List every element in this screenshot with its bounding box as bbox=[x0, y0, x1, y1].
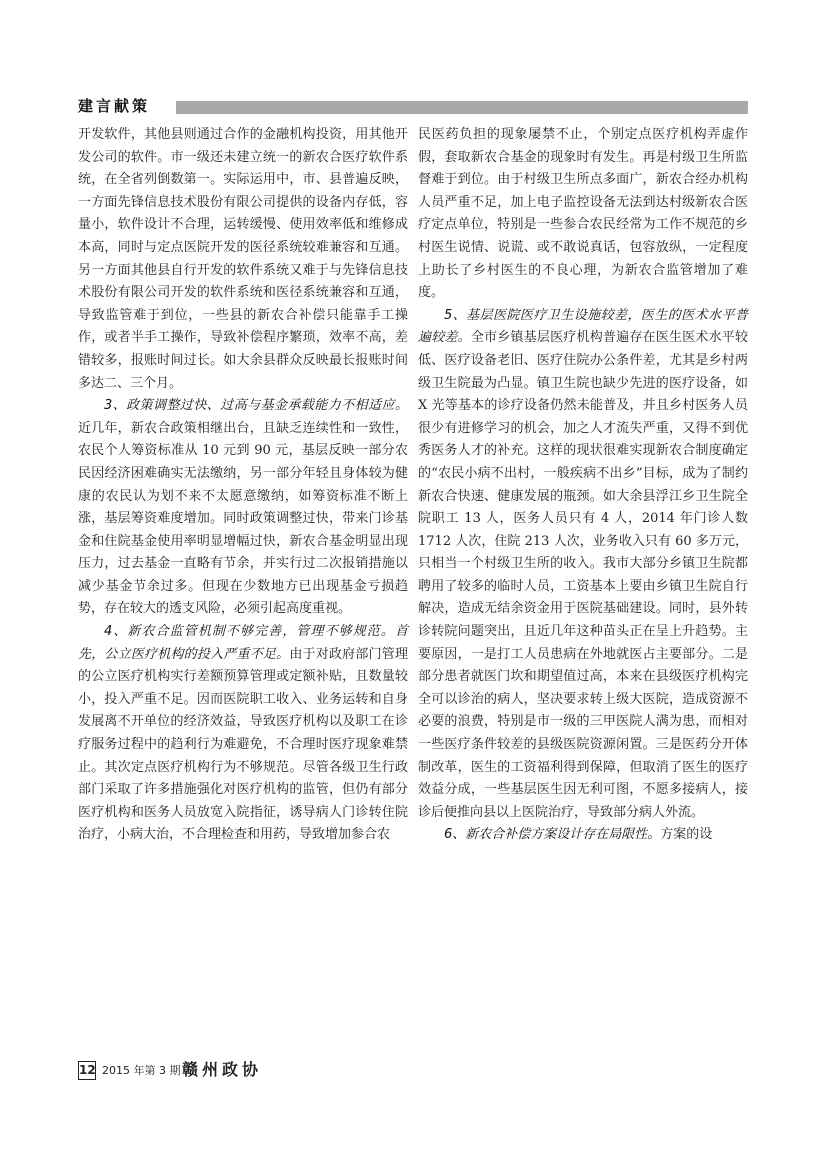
section-4-body: 由于对政府部门管理的公立医疗机构实行差额预算管理或定额补贴，且数量较小，投入严重不足。因而医院职工收入、业务运转和自身发展离不开单位的经济效益，导致医疗机构以及职工在诊疗服务过程中的趋利行为难避免，不合理时医疗现象难禁止。其次定点医疗机构行为不够规范。尽管各级卫生行政部门采取了许多措施强化对医疗机构的监管，但仍有部分医疗机构和医务人员放宽入院指征，诱导病人门诊转住院治疗，小病大治，不合理检查和用药，导致增加参合农 bbox=[78, 646, 408, 843]
issue-label: 2015 年第 3 期 bbox=[102, 1064, 181, 1077]
left-column bbox=[78, 124, 408, 847]
section-6-body: 方案的设 bbox=[660, 827, 713, 843]
page-number: 12 bbox=[78, 1061, 96, 1080]
left-paragraph-3 bbox=[78, 621, 408, 847]
section-5-body: 全市乡镇基层医疗机构普遍存在医生医术水平较低、医疗设备老旧、医疗住院办公条件差，尤其是乡村两级卫生院最为凸显。镇卫生院也缺少先进的医疗设备，如 X 光等基本的诊疗设备仍然未能普及，并且乡村医务人员很少有进修学习的机会，加之人才流失严重，又得不到优秀医务人才的补充。这样的现状很难实现新农合制度确定的“农民小病不出村，一般疾病不出乡”目标，成为了制约新农合快速、健康发展的瓶颈。如大余县浮江乡卫生院全院职工 13 人，医务人员只有 4 人，2014 年门诊人数 1712 人次，住院 213 人次，业务收入只有 60 多万元，只相当一个村级卫生所的收入。我市大部分乡镇卫生院都聘用了较多的临时人员，工资基本上要由乡镇卫生院自行解决，造成无结余资金用于医院基础建设。同时，县外转诊转院问题突出，且近几年这种苗头正在呈上升趋势。主要原因，一是打工人员患病在外地就医占主要部分。二是部分患者就医门坎和期望值过高，本来在县级医疗机构完全可以诊治的病人，坚决要求转上级大医院，造成资源不必要的浪费，特别是市一级的三甲医院人满为患，而相对一些医疗条件较差的县级医院资源闲置。三是医药分开体制改革，医生的工资福利得到保障，但取消了医生的医疗效益分成，一些基层医生因无利可图，不愿多接病人，接诊后便推向县以上医院治疗，导致部分病人外流。 bbox=[418, 330, 748, 820]
section-4-subheading: 首先，公立医疗机构的投入严重不足。 bbox=[78, 624, 408, 662]
right-column bbox=[418, 124, 748, 847]
section-title: 建言献策 bbox=[78, 97, 151, 115]
section-6-heading: 6、新农合补偿方案设计存在局限性。 bbox=[444, 827, 661, 843]
journal-name: 赣州政协 bbox=[182, 1060, 263, 1079]
section-3-heading: 3、政策调整过快、过高与基金承载能力不相适应。 bbox=[104, 398, 408, 414]
section-4-heading: 4、新农合监管机制不够完善，管理不够规范。 bbox=[104, 624, 395, 640]
right-paragraph-2 bbox=[418, 305, 748, 825]
section-5-heading: 5、基层医院医疗卫生设施较差，医生的医术水平普遍较差。 bbox=[418, 307, 748, 346]
right-paragraph-3 bbox=[418, 824, 748, 847]
page-header bbox=[78, 96, 748, 118]
right-paragraph-1: 民医药负担的现象屡禁不止，个别定点医疗机构弄虚作假，套取新农合基金的现象时有发生。再是村级卫生所监督难于到位。由于村级卫生所点多面广，新农合经办机构人员严重不足，加上电子监控设备无法到达村级新农合医疗定点单位，特别是一些参合农民经常为工作不规范的乡村医生说情、说谎、或不敢说真话，包容放纵，一定程度上助长了乡村医生的不良心理，为新农合监管增加了难度。 bbox=[418, 127, 748, 301]
page-footer bbox=[78, 1061, 378, 1083]
left-paragraph-2 bbox=[78, 395, 408, 621]
left-paragraph-1: 开发软件，其他县则通过合作的金融机构投资，用其他开发公司的软件。市一级还未建立统一的新农合医疗软件系统，在全省列倒数第一。实际运用中，市、县普遍反映，一方面先锋信息技术股份有限公司提供的设备内存低，容量小，软件设计不合理，运转缓慢、使用效率低和维修成本高，同时与定点医院开发的医径系统较难兼容和互通。另一方面其他县自行开发的软件系统又难于与先锋信息技术股份有限公司开发的软件系统和医径系统兼容和互通，导致监管难于到位，一些县的新农合补偿只能靠手工操作，或者半手工操作，导致补偿程序繁琐，效率不高，差错较多，报账时间过长。如大余县群众反映最长报账时间多达二、三个月。 bbox=[78, 127, 408, 391]
header-bar bbox=[176, 101, 748, 114]
section-3-body: 近几年，新农合政策相继出台，且缺乏连续性和一致性，农民个人筹资标准从 10 元到 90 元，基层反映一部分农民因经济困难确实无法缴纳，另一部分年轻且身体较为健康的农民认为划不来不太愿意缴纳，如筹资标准不断上涨，基层筹资难度增加。同时政策调整过快，带来门诊基金和住院基金使用率明显增幅过快，新农合基金明显出现压力，过去基金一直略有节余，并实行过二次报销措施以减少基金节余过多。但现在少数地方已出现基金亏损趋势，存在较大的透支风险，必须引起高度重视。 bbox=[78, 420, 408, 617]
